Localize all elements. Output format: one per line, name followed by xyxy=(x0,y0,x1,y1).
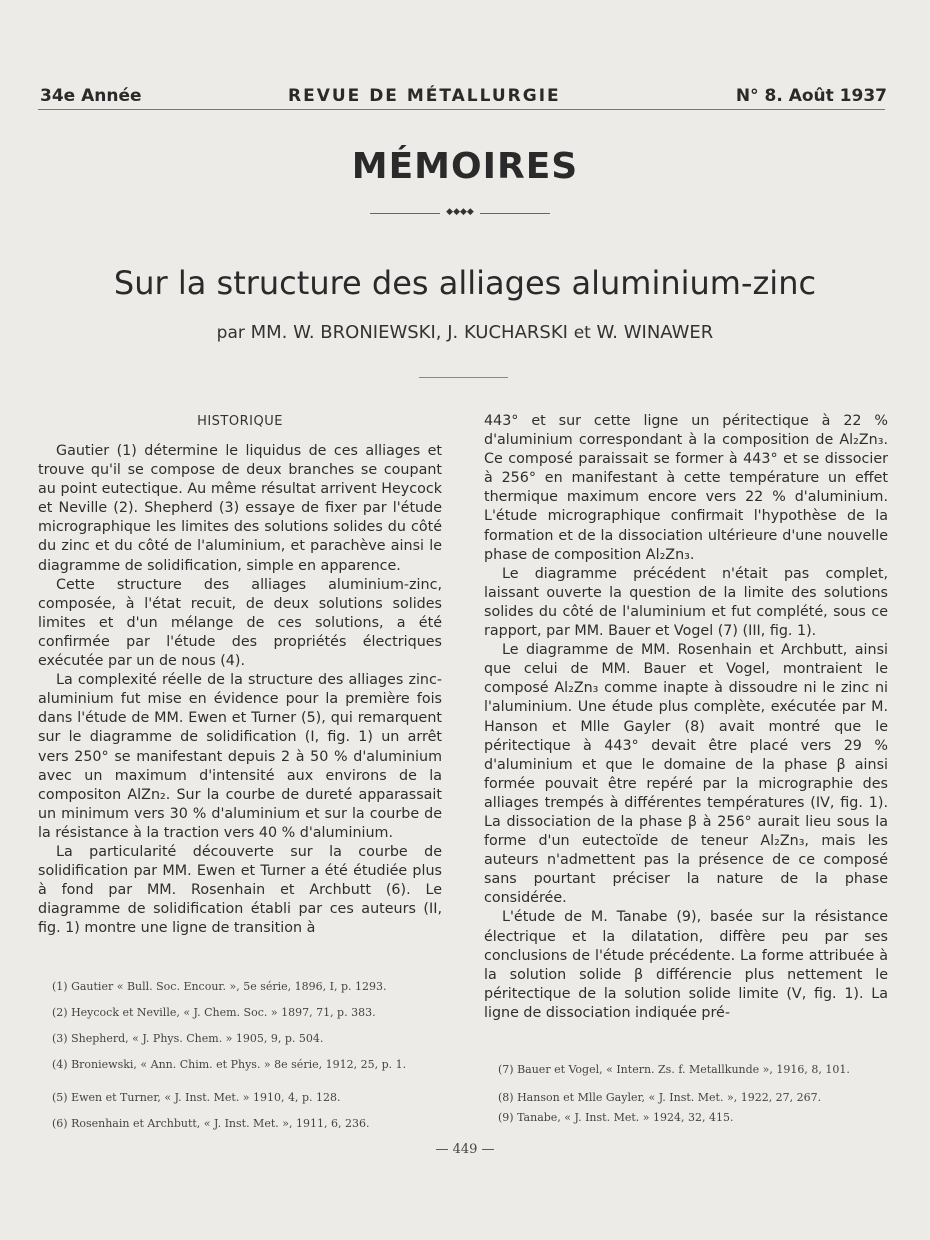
footnote: (3) Shepherd, « J. Phys. Chem. » 1905, 9, p. 504. xyxy=(52,1032,324,1045)
footnotes-right xyxy=(498,1063,893,1131)
section-subheading: HISTORIQUE xyxy=(197,414,283,429)
footnote: (7) Bauer et Vogel, « Intern. Zs. f. Metallkunde », 1916, 8, 101. xyxy=(498,1063,850,1076)
footnote: (8) Hanson et Mlle Gayler, « J. Inst. Met. », 1922, 27, 267. xyxy=(498,1091,822,1104)
paragraph: Cette structure des alliages aluminium-zinc, composée, à l'état recuit, de deux solutions solides limites et d'un mélange de ces solutions, a été confirmée par l'étude des propriétés électriques exécutée par un de nous (4). xyxy=(38,576,442,670)
paragraph: 443° et sur cette ligne un péritectique à 22 % d'aluminium correspondant à la composition de Al₂Zn₃. Ce composé paraissait se former à 443° et se dissocier à 256° en manifestant à cette température un effet thermique maximum encore vers 22 % d'aluminium. L'étude micrographique confirmait l'hypothèse de la formation et de la dissociation ultérieure d'une nouvelle phase de composition Al₂Zn₃. xyxy=(484,413,888,563)
title-rule xyxy=(419,377,508,378)
footnote: (9) Tanabe, « J. Inst. Met. » 1924, 32, 415. xyxy=(498,1111,734,1124)
issue-date: N° 8. Août 1937 xyxy=(735,86,887,106)
footnote: (6) Rosenhain et Archbutt, « J. Inst. Met. », 1911, 6, 236. xyxy=(52,1117,370,1130)
ornament-line-left xyxy=(370,213,440,214)
section-title: MÉMOIRES xyxy=(351,146,579,187)
paragraph: La particularité découverte sur la courbe de solidification par MM. Ewen et Turner a été étudiée plus à fond par MM. Rosenhain et Archbutt (6). Le diagramme de solidification établi par ces auteurs (II, fig. 1) montre une ligne de transition à xyxy=(38,843,442,937)
paragraph: L'étude de M. Tanabe (9), basée sur la résistance électrique et la dilatation, diffère peu par ses conclusions de l'étude précédente. La forme attribuée à la solution solide β différencie plus nettement le péritectique de la solution solide limite (V, fig. 1). La ligne de dissociation indiquée pré- xyxy=(484,909,888,1021)
volume-year: 34e Année xyxy=(40,86,142,106)
article-authors xyxy=(0,322,930,343)
ornament-line-right xyxy=(480,213,550,214)
authors-names: MM. W. BRONIEWSKI, J. KUCHARSKI xyxy=(250,322,568,343)
paragraph: La complexité réelle de la structure des alliages zinc-aluminium fut mise en évidence pour la première fois dans l'étude de MM. Ewen et Turner (5), qui remarquent sur le diagramme de solidification (I, fig. 1) un arrêt vers 250° se manifestant depuis 2 à 50 % d'aluminium avec un maximum d'intensité aux environs de la compositon AlZn₂. Sur la courbe de dureté apparassait un minimum vers 30 % d'aluminium et sur la courbe de la résistance à la traction vers 40 % d'aluminium. xyxy=(38,672,442,841)
authors-et: et xyxy=(573,323,591,343)
paragraph: Gautier (1) détermine le liquidus de ces alliages et trouve qu'il se compose de deux branches se coupant au point eutectique. Au même résultat arrivent Heycock et Neville (2). Shepherd (3) essaye de fixer par l'étude micrographique les limites des solutions solides du côté du zinc et du côté de l'aluminium, et parachève ainsi le diagramme de solidification, simple en apparence. xyxy=(38,443,442,574)
paragraph: Le diagramme de MM. Rosenhain et Archbutt, ainsi que celui de MM. Bauer et Vogel, montraient le composé Al₂Zn₃ comme inapte à dissoudre ni le zinc ni l'aluminium. Une étude plus complète, exécutée par M. Hanson et Mlle Gayler (8) avait montré que le péritectique à 443° devait être placé vers 29 % d'aluminium et que le domaine de la phase β ainsi formée pouvait être repéré par la micrographie des alliages trempés à différentes températures (IV, fig. 1). La dissociation de la phase β à 256° aurait lieu sous la forme d'un eutectoïde de teneur Al₂Zn₃, mais les auteurs n'admettent pas la présence de ce composé sans pourtant préciser la nature de la phase considérée. xyxy=(484,642,888,907)
header-rule xyxy=(38,109,885,110)
footnotes-left xyxy=(52,980,447,1143)
page-number: — 449 — xyxy=(435,1142,495,1157)
authors-par: par xyxy=(216,323,245,343)
footnote: (1) Gautier « Bull. Soc. Encour. », 5e série, 1896, I, p. 1293. xyxy=(52,980,387,993)
ornament-divider xyxy=(370,206,550,220)
paragraph: Le diagramme précédent n'était pas complet, laissant ouverte la question de la limite des solutions solides du côté de l'aluminium et fut complété, sous ce rapport, par MM. Bauer et Vogel (7) (III, fig. 1). xyxy=(484,565,888,640)
footnote: (2) Heycock et Neville, « J. Chem. Soc. » 1897, 71, p. 383. xyxy=(52,1006,376,1019)
authors-last: W. WINAWER xyxy=(596,322,714,343)
diamond-ornament-icon: ◆◆◆◆ xyxy=(446,206,474,216)
footnote: (5) Ewen et Turner, « J. Inst. Met. » 1910, 4, p. 128. xyxy=(52,1091,341,1104)
left-column xyxy=(38,442,442,938)
journal-title: REVUE DE MÉTALLURGIE xyxy=(288,86,561,106)
right-column xyxy=(484,412,888,1023)
footnote: (4) Broniewski, « Ann. Chim. et Phys. » 8e série, 1912, 25, p. 1. xyxy=(52,1058,407,1071)
article-title: Sur la structure des alliages aluminium-zinc xyxy=(113,264,817,302)
